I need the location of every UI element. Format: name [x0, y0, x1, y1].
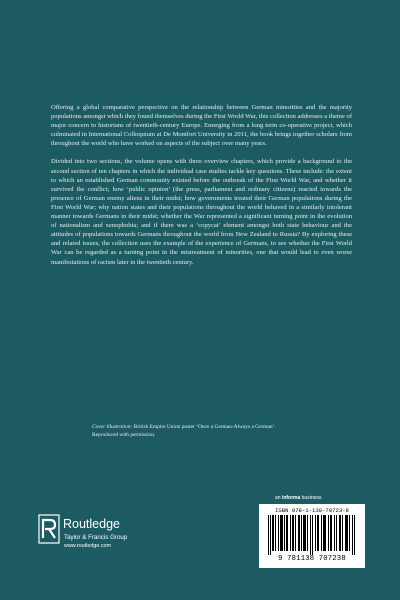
publisher-name: Routledge [63, 517, 120, 531]
back-cover-blurb [51, 103, 352, 276]
blurb-paragraph-2: Divided into two sections, the volume opens with three overview chapters, which provide a background to the second section of ten chapters in which the individual case studies tackle key questions. These include: the extent to which an established German community existed before the outbreak of the First World War, and whether it survived the conflict; how ‘public opinion’ (the press, parliament and ordinary citizens) reacted towards the presence of German enemy aliens in their midst; how governments treated their German populations during the First World War; why nation states and their populations throughout the world behaved in a similarly intolerant manner towards Germans in their midst; whether the War represented a significant turning point in the evolution of nationalism and xenophobia; and if there was a ‘copycat’ element amongst both state behaviour and the attitudes of populations towards Germans throughout the world from New Zealand to Russia? By exploring these and related issues, the collection uses the example of the experience of Germans, to see whether the First World War can be regarded as a turning point in the mistreatment of minorities, one that would lead to even worse manifestations of racism later in the twentieth century. [51, 158, 352, 266]
routledge-logo-icon [38, 514, 60, 544]
caption-label: Cover illustration: [92, 424, 133, 430]
isbn-barcode [259, 504, 365, 568]
isbn-label: ISBN 978-1-138-70723-8 [275, 507, 349, 514]
cover-illustration-caption [92, 424, 316, 439]
publisher-imprint [38, 514, 198, 564]
informa-tagline [275, 495, 321, 501]
publisher-group: Taylor & Francis Group [64, 534, 128, 541]
informa-brand: informa [281, 495, 301, 501]
publisher-url[interactable]: www.routledge.com [64, 543, 112, 549]
caption-line2: Reproduced with permission. [92, 431, 156, 438]
barcode-icon [268, 515, 356, 555]
informa-prefix: an [275, 495, 282, 501]
informa-suffix: business [300, 495, 322, 501]
caption-text: British Empire Union poster ‘Once a German-Always a German’. [132, 424, 276, 430]
isbn-digits: 9 781138 707238 [278, 555, 346, 563]
blurb-paragraph-1: Offering a global comparative perspective on the relationship between German minorities and the majority populations amongst which they found themselves during the First World War, this collection addresses a theme of major concern to historians of twentieth-century Europe. Emerging from a long term co-operative project, which culminated in International Colloquium at De Montfort University in 2011, the book brings together scholars from throughout the world who have worked on aspects of the subject over many years. [51, 104, 352, 148]
